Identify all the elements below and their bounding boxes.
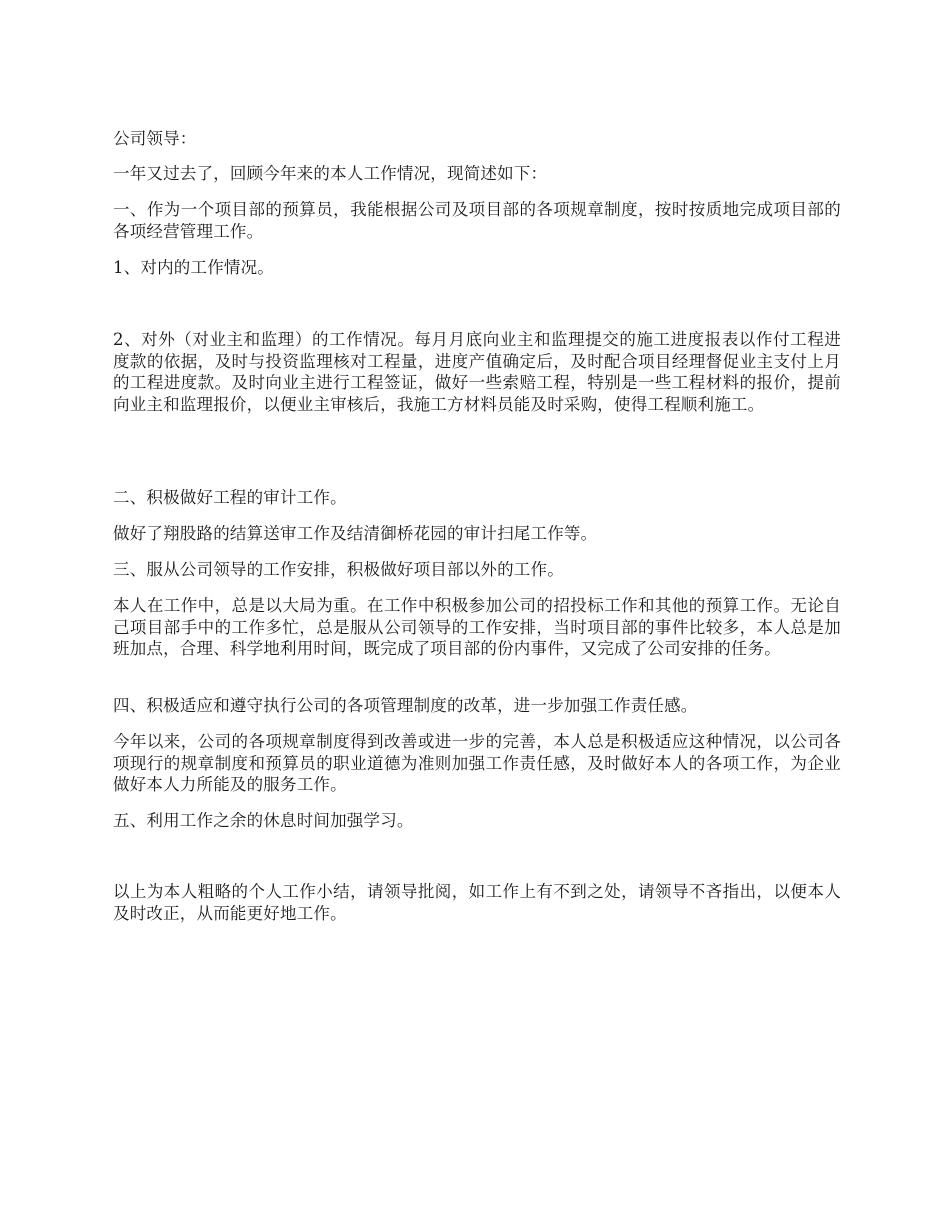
section-2-heading: 二、积极做好工程的审计工作。	[113, 488, 347, 507]
section-3-body: 本人在工作中，总是以大局为重。在工作中积极参加公司的招投标工作和其他的预算工作。无论自己项目部手中的工作多忙，总是服从公司领导的工作安排，当时项目部的事件比较多，本人总是加班加点，合理、科学地利用时间，既完成了项目部的份内事件，又完成了公司安排的任务。	[113, 596, 841, 658]
section-3-heading: 三、服从公司领导的工作安排，积极做好项目部以外的工作。	[113, 560, 564, 579]
section-2-body: 做好了翔股路的结算送审工作及结清御桥花园的审计扫尾工作等。	[113, 524, 598, 543]
item-2: 2、对外（对业主和监理）的工作情况。每月月底向业主和监理提交的施工进度报表以作付工程进度款的依据，及时与投资监理核对工程量，进度产值确定后，及时配合项目经理督促业主支付上月的工程进度款。及时向业主进行工程签证，做好一些索赔工程，特别是一些工程材料的报价，提前向业主和监理报价，以便业主审核后，我施工方材料员能及时采购，使得工程顺利施工。	[113, 330, 841, 414]
closing-paragraph: 以上为本人粗略的个人工作小结，请领导批阅，如工作上有不到之处，请领导不吝指出，以便本人及时改正，从而能更好地工作。	[113, 882, 841, 923]
intro-paragraph: 一年又过去了，回顾今年来的本人工作情况，现简述如下：	[113, 164, 548, 183]
salutation: 公司领导：	[113, 129, 197, 148]
section-5-heading: 五、利用工作之余的休息时间加强学习。	[113, 811, 414, 830]
item-1: 1、对内的工作情况。	[113, 258, 274, 277]
section-4-body: 今年以来，公司的各项规章制度得到改善或进一步的完善，本人总是积极适应这种情况，以公司各项现行的规章制度和预算员的职业道德为准则加强工作责任感，及时做好本人的各项工作，为企业做好本人力所能及的服务工作。	[113, 732, 841, 794]
section-4-heading: 四、积极适应和遵守执行公司的各项管理制度的改革，进一步加强工作责任感。	[113, 696, 698, 715]
section-1-heading: 一、作为一个项目部的预算员，我能根据公司及项目部的各项规章制度，按时按质地完成项目部的各项经营管理工作。	[113, 200, 841, 241]
